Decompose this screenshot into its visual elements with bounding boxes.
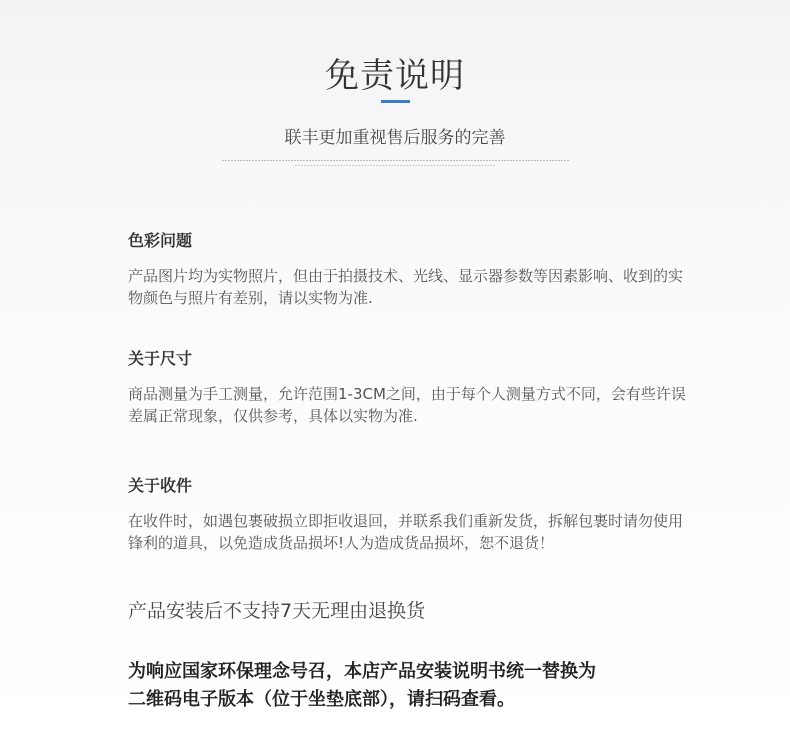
title-accent-bar xyxy=(381,100,410,103)
section-body: 商品测量为手工测量，允许范围1-3CM之间，由于每个人测量方式不同，会有些许误差属正常现象，仅供参考，具体以实物为准. xyxy=(128,385,686,425)
section-title: 关于尺寸 xyxy=(128,349,193,368)
section-title: 色彩问题 xyxy=(128,231,193,250)
eco-notice-line2: 二维码电子版本（位于坐垫底部），请扫码查看。 xyxy=(128,689,515,710)
section-color xyxy=(128,228,688,309)
no-return-notice: 产品安装后不支持7天无理由退换货 xyxy=(128,600,426,622)
section-size xyxy=(128,346,688,427)
section-body: 产品图片均为实物照片，但由于拍摄技术、光线、显示器参数等因素影响、收到的实物颜色与照片有差别，请以实物为准. xyxy=(128,267,684,307)
page-subtitle: 联丰更加重视售后服务的完善 xyxy=(284,128,506,148)
page-title: 免责说明 xyxy=(325,56,465,96)
decorative-rule-short xyxy=(295,165,495,166)
decorative-rule xyxy=(222,160,569,161)
eco-notice xyxy=(128,658,728,714)
eco-notice-line1: 为响应国家环保理念号召，本店产品安装说明书统一替换为 xyxy=(128,661,596,682)
section-body: 在收件时，如遇包裹破损立即拒收退回，并联系我们重新发货，拆解包裹时请勿使用锋利的道具，以免造成货品损坏!人为造成货品损坏，恕不退货！ xyxy=(128,512,684,552)
section-title: 关于收件 xyxy=(128,476,193,495)
section-receipt xyxy=(128,473,688,554)
